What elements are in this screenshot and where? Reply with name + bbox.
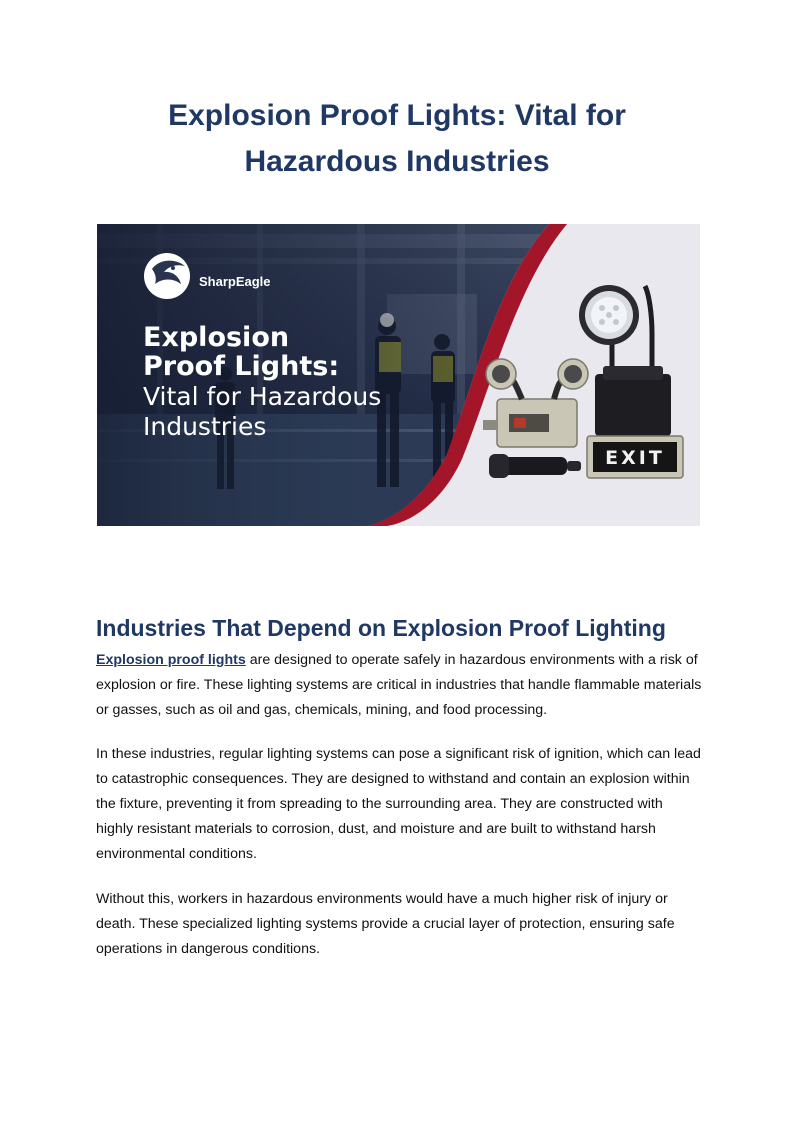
banner-heading-line2: Proof Lights: [143, 351, 340, 382]
banner-subheading-line2: Industries [143, 412, 267, 441]
explosion-proof-lights-link[interactable]: Explosion proof lights [96, 652, 246, 668]
section-heading-text: Industries That Depend on Explosion Proof Lighting [96, 615, 666, 641]
section-heading [96, 612, 666, 644]
banner-subheading-line1: Vital for Hazardous [143, 382, 382, 411]
sharpeagle-logo [144, 253, 190, 299]
banner-graphic [97, 224, 700, 526]
hero-banner-image [97, 224, 700, 526]
paragraph-intro-text: are designed to operate safely in hazardous environments with a risk of explosion or fire. These lighting systems are critical in industries that handle flammable materials or gasses, such as oil and gas, chemicals, mining, and food processing. [96, 652, 702, 718]
paragraph-protection-text: Without this, workers in hazardous environments would have a much higher risk of injury or death. These specialized lighting systems provide a crucial layer of protection, ensuring safe operations in dangerous conditions. [96, 891, 675, 957]
banner-brand-name: SharpEagle [199, 274, 271, 289]
banner-heading-line1: Explosion [143, 322, 290, 353]
page-title [96, 93, 698, 185]
paragraph-risk [96, 742, 702, 867]
paragraph-protection [96, 887, 702, 962]
paragraph-intro [96, 648, 702, 723]
exit-sign-text: EXIT [605, 447, 665, 469]
paragraph-risk-text: In these industries, regular lighting systems can pose a significant risk of ignition, which can lead to catastrophic consequences. They are designed to withstand and contain an explosion within the fixture, preventing it from spreading to the surrounding area. They are constructed with highly resistant materials to corrosion, dust, and moisture and are built to withstand harsh environmental conditions. [96, 746, 701, 862]
page-title-text: Explosion Proof Lights: Vital for Hazardous Industries [168, 99, 626, 178]
